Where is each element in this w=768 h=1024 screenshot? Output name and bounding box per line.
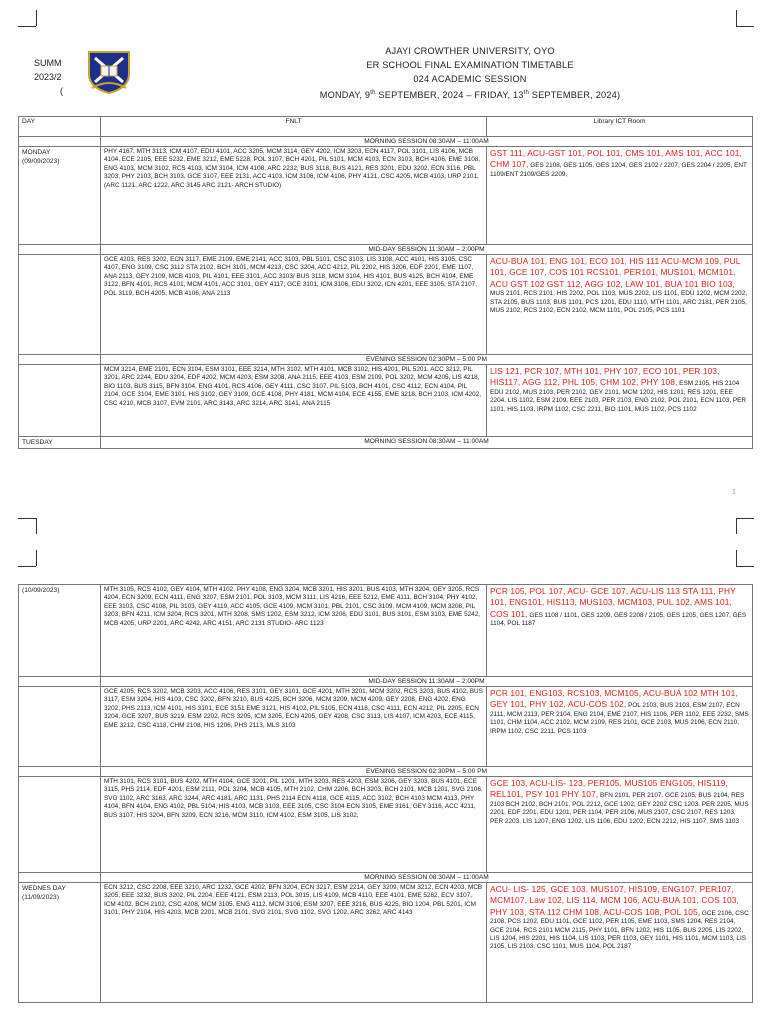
university-name: AJAYI CROWTHER UNIVERSITY, OYO xyxy=(385,46,555,56)
ict-courses-highlighted: PCR 105, POL 107, ACU- GCE 107, ACU-LIS 113 STA 111, PHY 101, ENG101, HIS113, MUS103, MCM103, PUL 102, AMS 101, COS 101, xyxy=(490,586,736,619)
ict-courses-highlighted: GCE 103, ACU-LIS- 123, PER105, MUS105 ENG105, HIS119, REL101, PSY 101 PHY 107, xyxy=(490,778,728,800)
ict-courses-regular: GES 2108, GES 1105, GES 1204, GES 2102 / 2207, GES 2204 / 2205, ENT 1109/ENT 2109/GES 2209, xyxy=(490,162,747,178)
session-label: MID-DAY SESSION 11:30AM – 2:00PM xyxy=(101,245,753,255)
fnlt-courses: MCM 3214, EME 2101, ECN 3104, ESM 3101, EEE 3214, MTH 3102, MTH 4101, MCB 3102, HIS 4201, PIL 5201, ACC 3212, PIL 3201, ARC 2244, EDU 3204, EDF 4202, MCM 4203, ESM 3208, ANA 2115, EEE 4103, ESM 2109, POL 3202, MCM 4205, LIS 4218, BIO 1103, BUS 3115, BFN 3104, ENG 4101, RCS 4106, GEY 4111, CSC 3107, PIL 5103, BCH 4101, CSC 4112, ECN 4104, PIL 2104, GCE 3104, EME 3101, HIS 3102, GEY 3109, GCE 4108, PHY 4181, MCM 4104, ECE 4155, EME 3218, BCH 2103, ICM 4202, CSC 4210, MCB 3107, EVM 2101, ARC 3143, ARC 3214, ARC 3141, ANA 2115 xyxy=(101,365,487,437)
fnlt-courses: ECN 3212, CSC 2208, EEE 3210, ARC 1232, GCE 4202, BFN 3204, ECN 3217, ESM 2214, GEY 3209, MCM 3212, ECN 4203, MCB 3205, EEE 3232, BUS 3202, PIL 2204, EEE 4121, ESM 2113, POL 3015, LIS 4109, MCB 4110, EEE 4101, EME 5262, ECV 3107, ICM 4102, BCH 2102, CSC 4208, MCM 3105, ENG 4112, MCM 3106, ESM 3207, EEE 3216, BUS 4225, BIO 1204, PBL 5201, ICM 3101, PHY 2104, HIS 4203, MCB 2201, MCB 2101, SVG 2101, SVG 1102, SVG 1202, ARC 3262, ARC 4143 xyxy=(101,883,487,1003)
crop-mark xyxy=(736,518,754,519)
day-cell: WEDNES DAY (11/09/2023) xyxy=(19,883,101,1003)
fnlt-courses: MTH 3105, RCS 4102, GEY 4104, MTH 4102, PHY 4108, ENG 3204, MCB 3201, HIS 3201, BUS 4103, MTH 3204, GEY 3205, RCS 4204, ECN 3209, ECN 4111, ENG 3207, ESM 2101, POL 3103, MCM 3111, LIS 4216, EEE 5212, EME 4111, BCH 3104, PHY 4102, EEE 3103, CSC 4108, PIL 3103, GEY 4119, ACC 4105, GCE 4109, MCM 3101, PBL 2101, CSC 3109, MCM 4109, MCM 3208, PIL 3203, BFN 4211, ICM 3204, RCS 3201, MTH 3208, SMS 1202, ESM 3212, ICM 3206, EDU 3101, BUS 3101, ESM 3103, EME 5242, MCB 4205, URP 2201, ARC 4242, ARC 4151, ARC 2131 STUDIO- ARC 1123 xyxy=(101,585,487,677)
ict-courses xyxy=(487,147,753,245)
day-cell: (10/09/2023) xyxy=(19,585,101,677)
ict-courses-highlighted: ACU-BUA 101, ENG 101, ECO 101, HIS 111 ACU-MCM 109, PUL 101, GCE 107, COS 101 RCS101, PER101, MUS101, MCM101, ACU GST 102 GST 112, AGG 102, LAW 101, BUA 101 BIO 103, xyxy=(490,256,741,289)
session-label: MID-DAY SESSION 11:30AM – 2:00PM xyxy=(101,677,753,687)
ict-courses-regular: POL 2103, BUS 2103, ESM 2107, ECN 2111, MCM 2113, PER 2104, ENG 2104, EME 2107, HIS 1106, PER 1102, EEE 2232, SMS 1101, CHM 1104, ACC 2102, MCM 2109, RES 2101, GCE 2103, MUS 2106, ECN 2110, IRPM 1102, CSC 2211, PCS 1103 xyxy=(490,702,749,735)
crop-mark xyxy=(36,550,37,566)
day-cell: MONDAY (09/09/2023) xyxy=(19,147,101,245)
crop-mark xyxy=(736,566,754,567)
document-header xyxy=(0,0,768,110)
day-cell: TUESDAY xyxy=(19,437,101,449)
session-label: EVENING SESSION 02:30PM – 5:00 PM xyxy=(101,767,753,777)
academic-session: 024 ACADEMIC SESSION xyxy=(413,74,527,84)
crop-mark xyxy=(18,518,36,519)
timetable-page-1 xyxy=(18,116,753,449)
ict-courses-regular: BFN 2101, PER 2107, GCE 2105, BUS 2104, RES 2103 BCH 2102, BCH 2101, POL 2212, GCE 1202, GEY 2202 CSC 1203, PER 2205, MUS 2201, EDF 2201, EDU 1201, PER 1104, PER 2106, MUS 2107, CSC 2107, RES 1203, PER 2203, LIS 1207, ENG 1202, LIS 1106, EDU 1202, ECN 2212, HIS 1107, SMS 1103 xyxy=(490,792,749,825)
ict-courses-highlighted: ACU- LIS- 125, GCE 103, MUS107, HIS109, ENG107, PER107, MCM107, Law 102, LIS 114, MCM 106, ACU-BUA 101, COS 103, PHY 103, STA 112 CHM 108, ACU-COS 108, POL 105, xyxy=(490,884,739,917)
fnlt-courses: PHY 4167, MTH 3113, ICM 4107, EDU 4101, ACC 3205, MCM 3114, GEY 4202, ICM 3203, ECN 4117, POL 3101, LIS 4106, MCB 4104, ECE 2105, EEE 5232, EME 3212, EME 5228, POL 3107, BCH 4201, PIL 5101, MCM 4103, ECN 3103, BCH 4106, EME 3108, ENG 4103, MCM 3102, RCS 4103, ICM 3104, ICM 4108, ARC 2232, BUS 3118, BUS 4121, RES 3201, EDU 3202, ECN 3116, PBL 3203, PHY 2103, BCH 3103, GCE 3107, EEE 2131, ACC 4103, ICM 3106, ICM 4106, PHY 4121, CSC 4205, MCB 4103, URP 2101, (ARC 1121, ARC 1222, ARC 3145 ARC 2121- ARCH STUDIO) xyxy=(101,147,487,245)
crop-mark xyxy=(36,518,37,534)
session-label: MORNING SESSION 08:30AM – 11:00AM xyxy=(101,873,753,883)
header-left-fragment: ( xyxy=(60,86,63,96)
fnlt-courses: GCE 4205, RCS 3202, MCB 3203, ACC 4106, RES 3101, GEY 3101, GCE 4201, MTH 3201, MCM 3202, RCS 3203, BUS 4102, BUS 3117, ESM 3204, HIS 4103, CSC 3202, BFN 3210, BUS 4225, BCH 3206, MCM 3209, MCM 4209, GEY 2208, ENG 4202, ENG 3202, PHS 2113, ICM 4101, HIS 3101, ECE 3151 EME 3121, HIS 4102, PIL 5105, ECN 4118, CSC 4111, ECN 4212, PIL 2205, ECN 3204, GCE 3207, BUS 3219, ESM 2202, RCS 3205, ICM 3205, ECN 4205, GEY 4208, CSC 3113, LIS 4107, ICM 4203, ECE 4115, EME 3212, CSC 4118, CHM 2108, HIS 1206, PHS 2113, MLS 3103 xyxy=(101,687,487,767)
timetable-page-2 xyxy=(18,584,753,1003)
ict-courses xyxy=(487,687,753,767)
header-left-fragment: SUMM xyxy=(34,58,62,68)
col-header-fnlt: FNLT xyxy=(101,117,487,137)
fnlt-courses: GCE 4203, RES 3202, ECN 3117, EME 2109, EME 2141, ACC 3103, PBL 5101, CSC 3103, LIS 3108, ACC 4101, HIS 3105, CSC 4107, ENG 3109, CSC 3112 STA 2102, BCH 3101, MCM 4213, CSC 3204, ACC 4212, PIL 2202, HIS 3206, EDF 2201, EME 1107, ANA 2113, GEY 2109, MCB 4103, PIL 4101, EEE 3101, ACC 3103/ BUS 3118, MCM 3104, HIS 4101, BUS 4125, BCH 4104, EME 3122, BFN 4101, RCS 4101, MCM 4101, ACC 3101, GEY 4117, GCE 3101, ICM 3106, EDU 3202, ICN 4201, EEE 3105, STA 2107, POL 3119, BCH 4205, MCB 4106, ANA 2113 xyxy=(101,255,487,355)
document-title-block xyxy=(300,44,640,102)
session-label: EVENING SESSION 02:30PM – 5:00 PM xyxy=(101,355,753,365)
col-header-day: DAY xyxy=(19,117,101,137)
ict-courses-highlighted: LIS 121, PCR 107, MTH 101, PHY 107, ECO 101, PER 103, HIS117, AGG 112, PHL 105, CHM 102, PHY 108, xyxy=(490,366,720,388)
fnlt-courses: MTH 3101, RCS 3101, BUS 4202, MTH 4104, GCE 3201, PIL 1201, MTH 3203, RES 4203, ESM 3206, GEY 3203, BUS 4101, ECE 3115, PHS 2114, EDF 4201, ESM 2111, POL 3204, MCB 4105, MTH 2102, CHM 2206, BCH 3203, BCH 2101, MCB 1201, SVG 2106, SVG 1102, ARC 3163, ARC 3244, ARC 4181, ARC 1131, PHS 2114 ECN 4118, GCE 4115, ACC 3102, BCH 4103 MCM 4113, PHY 4104, BFN 4104, ENG 4102, PBL 5104, HIS 4103, MCB 3103, EEE 3105, CSC 3104 ECN 3105, EME 3161, GEY 3116, ACC 4211, BUS 3107, HIS 3204, BFN 3209, ECN 3216, MCM 3110, ICM 4102, ESM 3105, LIS 3102, xyxy=(101,777,487,873)
col-header-ict: Library ICT Room xyxy=(487,117,753,137)
header-left-fragment: 2023/2 xyxy=(34,72,62,82)
ict-courses-highlighted: GST 111, ACU-GST 101, POL 101, CMS 101, AMS 101, ACC 101, CHM 107, xyxy=(490,148,742,170)
ict-courses-regular: ESM 2105, HIS 2104 EDU 2102, MUS 2103, PER 2102, GEY 2101, MCM 1202, HIS 1201, RES 1201, EEE 2204, LIS 1102, ESM 2109, EEE 2103, PER 2103, ENG 2102, POL 2101, ECN 1103, PER 1101, HIS 1103, IRPM 1102, CSC 2211, BIO 1101, MUS 1102, PCS 1102 xyxy=(490,380,747,413)
ict-courses-regular: GES 1108 / 1101, GES 1209, GES 2208 / 2105, GES 1205, GES 1207, GES 1104, POL 1187 xyxy=(490,611,747,628)
ict-courses-highlighted: PCR 101, ENG103, RCS103, MCM105, ACU-BUA 102 MTH 101, GEY 101, PHY 102, ACU-COS 102, xyxy=(490,688,738,710)
ict-courses xyxy=(487,255,753,355)
session-label: MORNING SESSION 08:30AM – 11:00AM xyxy=(101,137,753,147)
page-number: 1 xyxy=(732,489,736,496)
exam-date-range: MONDAY, 9th SEPTEMBER, 2024 – FRIDAY, 13th SEPTEMBER, 2024) xyxy=(319,90,621,101)
session-label: MORNING SESSION 08:30AM – 11:00AM xyxy=(101,437,753,449)
crop-mark xyxy=(18,566,36,567)
ict-courses-regular: MUS 2101, RCS 2101, HIS 2202, POL 1103, MUS 2202, LIS 1101, EDU 1202, MCM 2202, STA 2105, BUS 1103, BUS 1101, PCS 1201, EDU 1110, MTH 1101, ARC 2181, PER 2105, MUS 2102, RCS 2102, ECN 2102, MCM 1101, POL 2105, PCS 1101 xyxy=(490,290,748,315)
crop-mark xyxy=(736,550,737,566)
timetable-title: ER SCHOOL FINAL EXAMINATION TIMETABLE xyxy=(366,60,574,70)
crop-mark xyxy=(736,518,737,534)
ict-courses xyxy=(487,883,753,1003)
ict-courses-regular: GCE 2106, CSC 2108, PCS 1202, EDU 1101, GCE 1102, PER 1105, EME 1103, SMS 1204, RES 2104, GCE 2104, RCS 2101 MCM 2115, PHY 1101, BFN 1202, HIS 1105, BUS 2205, LIS 2202, LIS 1204, HIS 2201, HIS 1104, LIS 1103, PER 1103, GEY 1101, HIS 1101, MCM 1103, LIS 2105, LIS 2103, CSC 1101, MUS 1104, POL 2187 xyxy=(490,909,749,951)
ict-courses xyxy=(487,365,753,437)
university-crest-logo xyxy=(86,48,132,94)
ict-courses xyxy=(487,777,753,873)
ict-courses xyxy=(487,585,753,677)
